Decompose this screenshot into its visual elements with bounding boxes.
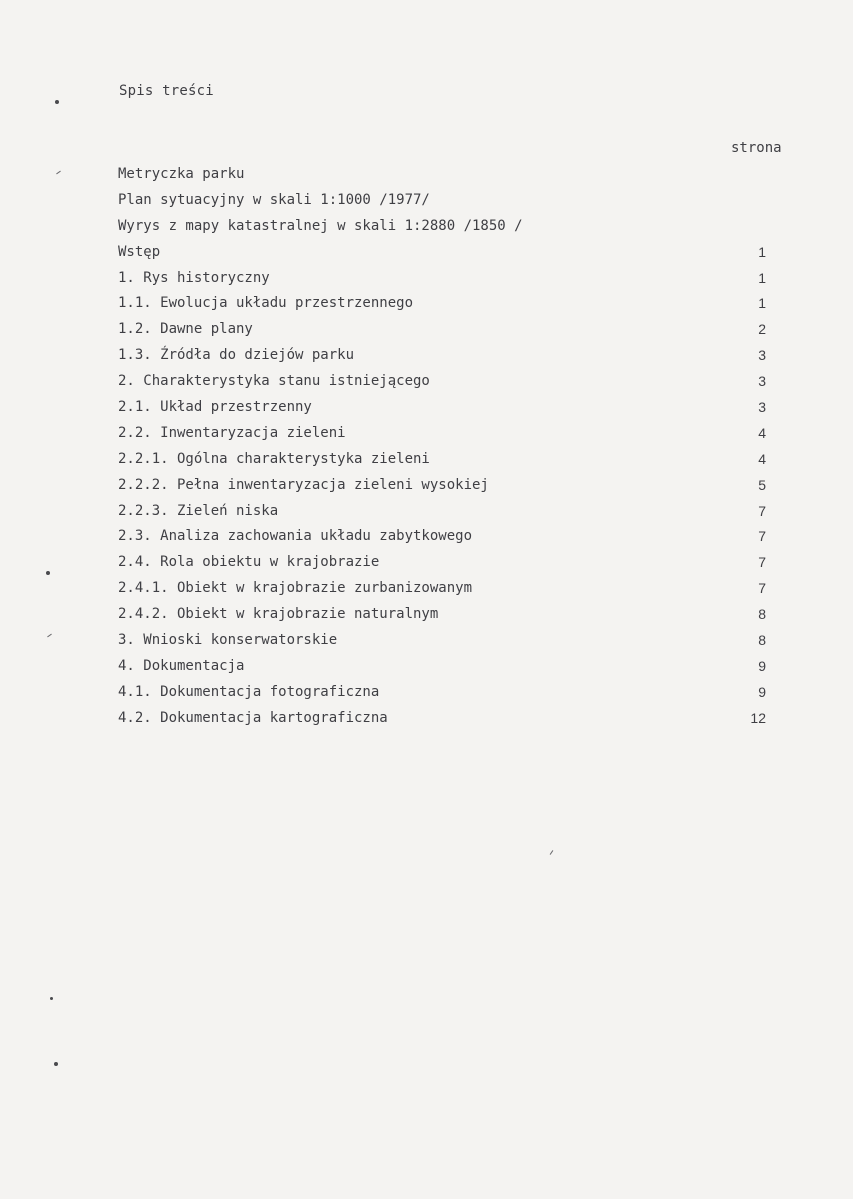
scan-stroke-mark — [550, 850, 554, 855]
toc-entry-text: Metryczka parku — [118, 166, 245, 182]
toc-entry-page: 8 — [758, 606, 766, 623]
toc-entry-page: 1 — [758, 295, 766, 312]
scan-stroke-mark — [56, 171, 61, 175]
toc-entry — [118, 162, 778, 188]
scan-dot-mark — [55, 100, 59, 104]
toc-entry — [118, 369, 778, 395]
toc-entry — [118, 343, 778, 369]
toc-entry — [118, 499, 778, 525]
table-of-contents — [118, 162, 778, 732]
toc-entry — [118, 628, 778, 654]
toc-entry-text: 2.4.2. Obiekt w krajobrazie naturalnym — [118, 606, 439, 623]
toc-entry — [118, 395, 778, 421]
toc-entry — [118, 291, 778, 317]
toc-entry-page: 7 — [758, 580, 766, 597]
toc-entry-page: 7 — [758, 528, 766, 545]
toc-entry-text: 1. Rys historyczny — [118, 269, 270, 286]
toc-entry-page: 4 — [758, 424, 766, 441]
toc-entry-text: 1.3. Źródła do dziejów parku — [118, 347, 355, 364]
toc-entry-page: 3 — [758, 399, 766, 416]
toc-entry-text: Wyrys z mapy katastralnej w skali 1:2880 /1850 / — [118, 217, 523, 234]
toc-entry-page: 9 — [758, 657, 766, 674]
toc-entry-text: 2. Charakterystyka stanu istniejącego — [118, 373, 430, 390]
scan-dot-mark — [50, 997, 53, 1000]
scan-dot-mark — [46, 571, 50, 575]
scan-dot-mark — [54, 1062, 58, 1066]
toc-entry — [118, 550, 778, 576]
toc-entry-text: 1.1. Ewolucja układu przestrzennego — [118, 295, 414, 312]
toc-entry-text: 2.1. Układ przestrzenny — [118, 399, 312, 416]
toc-entry-text: 3. Wnioski konserwatorskie — [118, 632, 338, 649]
toc-entry — [118, 421, 778, 447]
toc-entry — [118, 706, 778, 732]
toc-entry-text: 2.2.2. Pełna inwentaryzacja zieleni wysokiej — [118, 476, 489, 493]
toc-entry — [118, 214, 778, 240]
toc-entry-page: 5 — [758, 476, 766, 493]
scan-stroke-mark — [47, 634, 52, 638]
toc-entry-page: 12 — [750, 709, 766, 726]
toc-entry-text: 2.3. Analiza zachowania układu zabytkowego — [118, 528, 473, 545]
toc-entry-text: 2.4. Rola obiektu w krajobrazie — [118, 554, 380, 571]
toc-entry-page: 1 — [758, 243, 766, 260]
toc-entry-page: 7 — [758, 554, 766, 571]
toc-entry-text: 4.1. Dokumentacja fotograficzna — [118, 683, 380, 700]
toc-entry-page: 7 — [758, 502, 766, 519]
toc-entry — [118, 240, 778, 266]
toc-entry — [118, 317, 778, 343]
toc-entry — [118, 447, 778, 473]
toc-entry-text: 4. Dokumentacja — [118, 657, 245, 674]
toc-entry-page: 3 — [758, 347, 766, 364]
toc-entry-text: 2.2.3. Zieleń niska — [118, 502, 279, 519]
toc-entry — [118, 188, 778, 214]
toc-entry-page: 1 — [758, 269, 766, 286]
page-title: Spis treści — [119, 83, 214, 99]
toc-entry-text: 2.2. Inwentaryzacja zieleni — [118, 424, 346, 441]
toc-entry-text: 4.2. Dokumentacja kartograficzna — [118, 709, 388, 726]
toc-entry-page: 4 — [758, 450, 766, 467]
toc-entry-page: 9 — [758, 683, 766, 700]
page-column-heading: strona — [731, 140, 782, 156]
toc-entry — [118, 576, 778, 602]
toc-entry-page: 3 — [758, 373, 766, 390]
toc-entry-text: 2.4.1. Obiekt w krajobrazie zurbanizowanym — [118, 580, 473, 597]
toc-entry-text: 2.2.1. Ogólna charakterystyka zieleni — [118, 450, 430, 467]
toc-entry-text: Plan sytuacyjny w skali 1:1000 /1977/ — [118, 191, 430, 208]
toc-entry — [118, 654, 778, 680]
toc-entry — [118, 680, 778, 706]
toc-entry — [118, 473, 778, 499]
toc-entry — [118, 266, 778, 292]
toc-entry — [118, 602, 778, 628]
toc-entry-page: 2 — [758, 321, 766, 338]
toc-entry — [118, 524, 778, 550]
toc-entry-text: 1.2. Dawne plany — [118, 321, 253, 338]
toc-entry-page: 8 — [758, 632, 766, 649]
toc-entry-text: Wstęp — [118, 243, 161, 260]
